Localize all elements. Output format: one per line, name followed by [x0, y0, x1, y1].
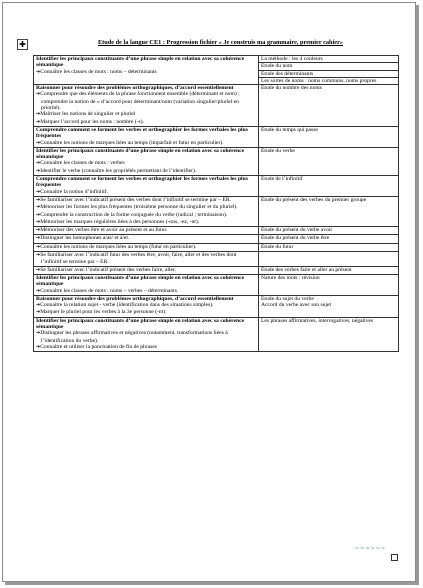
objective-bullet: ➔ Se familiariser avec l’indicatif futur des verbes être, avoir, faire, aller et des verbes dont l’infinitif se termine par – ER. [36, 252, 256, 266]
objective-bullet: ➔ Marquer le pluriel pour les verbes à la 3e personne (-nt). [36, 309, 256, 316]
lesson-title: Etude de l’infinitif [261, 176, 303, 183]
lesson-cell [259, 243, 399, 251]
lesson-title: Etude du nombre des noms [261, 85, 322, 92]
competence-cell [34, 266, 259, 274]
lesson-title: Etude du présent du verbe avoir [261, 227, 333, 234]
table-row [34, 126, 399, 147]
table-row [34, 176, 399, 197]
competence-cell [34, 295, 259, 317]
objective-bullet: ➔ Distinguer les phrases affirmatives et négatives (notamment, transformations liées à l’identification du verbe). [36, 330, 256, 344]
progression-table [33, 55, 399, 352]
lesson-title: Les sortes de noms : noms communs, noms propres [261, 77, 377, 84]
lesson-title: Etude du futur [261, 243, 294, 250]
objective-bullet: ➔ Comprendre que des éléments de la phrase fonctionnent ensemble (déterminant et nom) ; comprendre la notion de « d’accord pour déterminant/nom (variation singulier/pluriel en priorité). [36, 91, 256, 111]
lesson-cell [259, 274, 399, 295]
table-row [34, 227, 399, 235]
lesson-cell [259, 147, 399, 175]
objective-bullet: ➔ Mémoriser les marques régulières liées à des personnes (-ons, -ez, -nt). [36, 219, 256, 226]
competence-cell [34, 196, 259, 226]
competence-heading: Identifier les principaux constituants d’une phrase simple en relation avec sa cohérence sémantique [36, 147, 245, 161]
competence-heading: Identifier les principaux constituants d’une phrase simple en relation avec sa cohérence sémantique [36, 56, 245, 69]
document-title: Etude de la langue CE1 : Progression fichier « Je construis ma grammaire, premier cahier» [97, 39, 344, 46]
lesson-title: Etude du sujet du verbe [261, 295, 314, 302]
competence-heading: Identifier les principaux constituants d’une phrase simple en relation avec sa cohérence sémantique [36, 274, 245, 288]
page-end-marker [391, 554, 398, 561]
objective-bullet: ➔ Connaître la relation sujet - verbe (identification dans des situations simples). [36, 302, 256, 309]
table-row [34, 56, 399, 63]
table-row [34, 295, 399, 317]
lesson-title: Accord du verbe avec son sujet [261, 302, 332, 309]
competence-cell [34, 317, 259, 351]
objective-bullet: ➔ Se familiariser avec l’indicatif présent des verbes dont l’infinitif se termine par – ER. [36, 197, 256, 204]
lesson-title: Nature des mots : révision [261, 274, 320, 281]
lesson-cell [259, 77, 399, 84]
table-row [34, 317, 399, 351]
table-move-anchor-icon[interactable]: ✚ [17, 39, 28, 50]
footer-mark: ~~~~~~ [355, 546, 387, 552]
competence-heading: Comprendre comment se forment les verbes et orthographier les formes verbales les plus fréquentes [36, 176, 248, 189]
objective-bullet: ➔ Connaître la notion d’infinitif. [36, 189, 256, 196]
objective-bullet: ➔ Identifier le verbe (connaître les propriétés permettant de l’identifier). [36, 168, 256, 175]
lesson-title: Etude des verbes faire et aller au présent [261, 266, 352, 273]
competence-cell [34, 126, 259, 147]
objective-bullet: ➔ Se familiariser avec l’indicatif présent des verbes faire, aller. [36, 267, 256, 274]
lesson-cell [259, 196, 399, 226]
table-row [34, 85, 399, 127]
competence-heading: Raisonner pour résoudre des problèmes orthographiques, d’accord essentiellement [36, 295, 234, 302]
lesson-title: Etude du verbe [261, 147, 295, 154]
objective-bullet: ➔ Connaître les classes de mots : verbes [36, 160, 256, 167]
lesson-cell [259, 176, 399, 197]
competence-cell [34, 227, 259, 235]
competence-heading: Raisonner pour résoudre des problèmes orthographiques, d’accord essentiellement [36, 85, 234, 92]
table-row [34, 274, 399, 295]
lesson-cell [259, 235, 399, 243]
lesson-cell [259, 317, 399, 351]
competence-cell [34, 252, 259, 267]
competence-heading: Identifier les principaux constituants d’une phrase simple en relation avec sa cohérence sémantique [36, 317, 245, 330]
objective-bullet: ➔ Marquer l’accord pour les noms : nombre (-s). [36, 119, 256, 126]
lesson-title: Etude du présent du verbe être [261, 235, 330, 242]
competence-cell [34, 243, 259, 251]
lesson-title: Etude du présent des verbes du premier groupe [261, 196, 367, 203]
objective-bullet: ➔ Comprendre la construction de la forme conjuguée du verbe (radical ; terminaison). [36, 212, 256, 219]
lesson-cell [259, 126, 399, 147]
table-row [34, 196, 399, 226]
lesson-title: La méthode : les 4 couleurs [261, 56, 323, 62]
lesson-cell [259, 70, 399, 77]
objective-bullet: ➔ Mémoriser les formes les plus fréquentes (troisième personne du singulier et du pluriel). [36, 204, 256, 211]
lesson-cell [259, 56, 399, 63]
competence-cell [34, 85, 259, 127]
lesson-cell [259, 227, 399, 235]
objective-bullet: ➔ Mémoriser des verbes être et avoir au présent et au futur. [36, 227, 256, 234]
table-row [34, 252, 399, 267]
lesson-title: Etude du temps qui passe [261, 126, 318, 133]
table-row [34, 147, 399, 175]
table-row [34, 243, 399, 251]
objective-bullet: ➔ Connaître les classes de mots : noms – verbes – déterminants [36, 288, 256, 295]
table-row [34, 235, 399, 243]
objective-bullet: ➔ Connaître les notions de marques liées au temps (imparfait et futur en particulier). [36, 140, 256, 147]
lesson-cell [259, 266, 399, 274]
lesson-cell [259, 252, 399, 267]
competence-heading: Comprendre comment se forment les verbes et orthographier les formes verbales les plus fréquentes [36, 126, 248, 140]
lesson-cell [259, 63, 399, 70]
objective-bullet: ➔ Connaître les notions de marques liées au temps (futur en particulier). [36, 244, 256, 251]
objective-bullet: ➔ Maîtriser les notions de singulier et pluriel [36, 111, 256, 118]
objective-bullet: ➔ Connaître et utiliser la ponctuation de fin de phrases [36, 344, 256, 351]
objective-bullet: ➔ Connaître les classes de mots : noms – déterminants [36, 69, 256, 76]
competence-cell [34, 147, 259, 175]
objective-bullet: ➔ Distinguer les homophones a/as/ et à/et. [36, 235, 256, 242]
lesson-cell [259, 85, 399, 127]
competence-cell [34, 176, 259, 197]
competence-cell [34, 274, 259, 295]
competence-cell [34, 56, 259, 85]
competence-cell [34, 235, 259, 243]
lesson-cell [259, 295, 399, 317]
document-page [2, 2, 416, 582]
lesson-title: Etude des déterminants [261, 70, 314, 77]
lesson-title: Les phrases affirmatives, interrogatives, négatives [261, 317, 374, 324]
lesson-title: Etude du nom [261, 63, 293, 70]
table-row [34, 266, 399, 274]
